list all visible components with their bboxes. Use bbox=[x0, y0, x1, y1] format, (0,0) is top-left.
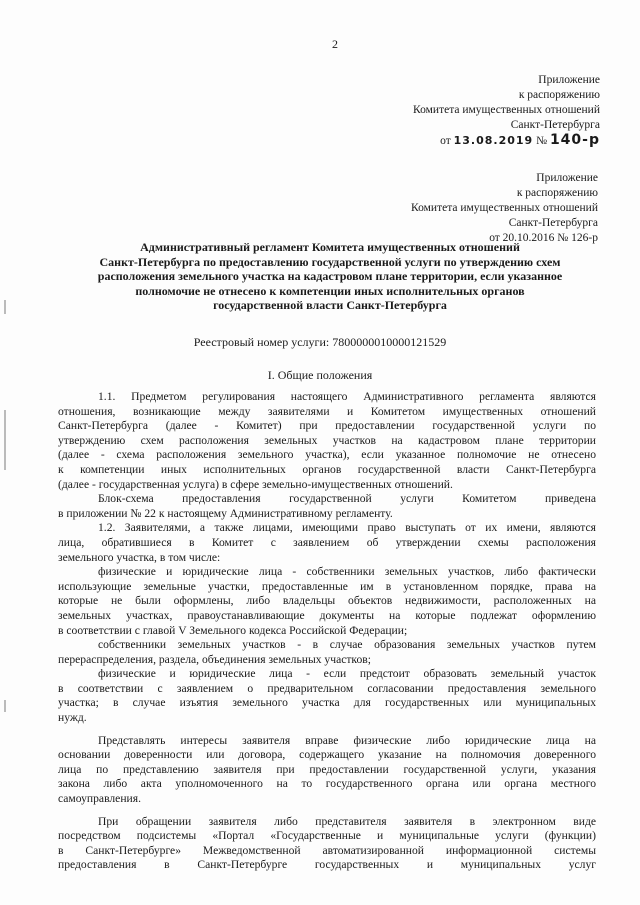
body-line: 1.1. Предметом регулирования настоящего Административного регламента являются bbox=[98, 390, 596, 403]
body-line: участка; в случае изъятия земельного участка для государственных или муниципальных bbox=[58, 696, 596, 710]
body-line: перераспределения, раздела, объединения земельных участков; bbox=[58, 652, 371, 666]
handwritten-date: 13.08.2019 bbox=[453, 134, 534, 147]
body-line: в соответствии с главой V Земельного кодекса Российской Федерации; bbox=[58, 623, 408, 637]
body-line: лица, обратившиеся в Комитет с заявлением об утверждении схемы расположения bbox=[58, 535, 596, 549]
appendix-line: Санкт-Петербурга bbox=[508, 217, 598, 229]
number-prefix: № bbox=[536, 135, 548, 147]
body-line: посредством подсистемы «Портал «Государственные и муниципальные услуги (функции) bbox=[58, 829, 596, 843]
document-title bbox=[60, 240, 600, 313]
paragraph-gap bbox=[58, 807, 596, 815]
body-line: (далее - государственная услуга) в сфере земельно-имущественных отношений. bbox=[58, 477, 453, 491]
body-line: собственники земельных участков - в случае образования земельных участков путем bbox=[98, 638, 596, 652]
body-line: При обращении заявителя либо представителя заявителя в электронном виде bbox=[98, 814, 596, 828]
title-line: Административный регламент Комитета имущественных отношений bbox=[140, 240, 520, 254]
paragraph-gap bbox=[58, 726, 596, 734]
body-line: физические и юридические лица - собственники земельных участков, либо фактически bbox=[98, 565, 596, 579]
section-heading: I. Общие положения bbox=[267, 368, 373, 382]
document-body bbox=[58, 390, 596, 873]
handwritten-number: 140-р bbox=[549, 132, 600, 148]
body-line: закона либо акта уполномоченного на то государственного органа или органа местного bbox=[58, 777, 596, 791]
body-line: Санкт-Петербурга (далее - Комитет) при предоставлении государственной услуги по bbox=[58, 419, 596, 433]
body-line: Представлять интересы заявителя вправе физические либо юридические лица на bbox=[98, 733, 596, 747]
body-line: земельного участка, в том числе: bbox=[58, 550, 221, 564]
body-line: Блок-схема предоставления государственной услуги Комитетом приведена bbox=[98, 492, 596, 506]
appendix-line: от 20.10.2016 № 126-р bbox=[489, 232, 598, 244]
body-line: нужд. bbox=[58, 711, 87, 725]
body-line: самоуправления. bbox=[58, 792, 141, 806]
scan-edge-mark bbox=[4, 300, 6, 314]
body-line: в приложении № 22 к настоящему Административному регламенту. bbox=[58, 506, 393, 520]
appendix-line: Приложение bbox=[538, 74, 600, 86]
body-line: 1.2. Заявителями, а также лицами, имеющими право выступать от их имени, являются bbox=[98, 521, 596, 535]
appendix-line: к распоряжению bbox=[516, 187, 598, 199]
appendix-block-current bbox=[413, 73, 600, 149]
appendix-line: Санкт-Петербурга bbox=[510, 119, 600, 131]
body-line: в Санкт-Петербурге» Межведомственной автоматизированной информационной системы bbox=[58, 843, 596, 857]
title-line: Санкт-Петербурга по предоставлению государственной услуги по утверждению схем bbox=[99, 254, 561, 269]
scan-edge-mark bbox=[4, 410, 6, 470]
appendix-date-line bbox=[413, 133, 600, 149]
date-prefix: от bbox=[440, 135, 451, 147]
page-number: 2 bbox=[332, 37, 338, 51]
body-line: которые не были оформлены, либо владельцы объектов недвижимости, расположенных на bbox=[58, 594, 596, 608]
appendix-line: Комитета имущественных отношений bbox=[411, 202, 598, 214]
body-line: земельных участках, правоустанавливающие документы на которые подлежат оформлению bbox=[58, 608, 596, 622]
body-line: основании доверенности или договора, содержащего указание на полномочия доверенного bbox=[58, 748, 596, 762]
appendix-line: Приложение bbox=[536, 172, 598, 184]
appendix-line: к распоряжению bbox=[518, 89, 600, 101]
body-line: физические и юридические лица - если предстоит образовать земельный участок bbox=[98, 667, 596, 681]
registry-number: Реестровый номер услуги: 7800000010000121529 bbox=[193, 335, 447, 349]
body-line: утверждению схем расположения земельных участков на кадастровом плане территории bbox=[58, 433, 596, 447]
appendix-line: Комитета имущественных отношений bbox=[413, 104, 600, 116]
body-line: лица по представлению заявителя при предоставлении государственной услуги, указания bbox=[58, 762, 596, 776]
body-line: в соответствии с заявлением о предварительном согласовании предоставления земельного bbox=[58, 681, 596, 695]
body-line: (далее - схема расположения земельного участка), если указанное полномочие не отнесено bbox=[58, 448, 596, 462]
scan-edge-mark bbox=[4, 700, 6, 712]
title-line: расположения земельного участка на кадастровом плане территории, если указанное bbox=[97, 269, 563, 283]
body-line: предоставления в Санкт-Петербурге государственных и муниципальных услуг bbox=[58, 858, 596, 872]
appendix-block-original bbox=[411, 171, 598, 246]
title-line: полномочие не отнесено к компетенции иных исполнительных органов bbox=[135, 283, 525, 298]
body-line: отношения, возникающие между заявителями и Комитетом имущественных отношений bbox=[58, 404, 596, 418]
body-line: к компетенции иных исполнительных органов государственной власти Санкт-Петербурга bbox=[58, 462, 596, 476]
body-line: использующие земельные участки, предоставленные им в установленном порядке, права на bbox=[58, 579, 596, 593]
title-line: государственной власти Санкт-Петербурга bbox=[213, 298, 447, 312]
